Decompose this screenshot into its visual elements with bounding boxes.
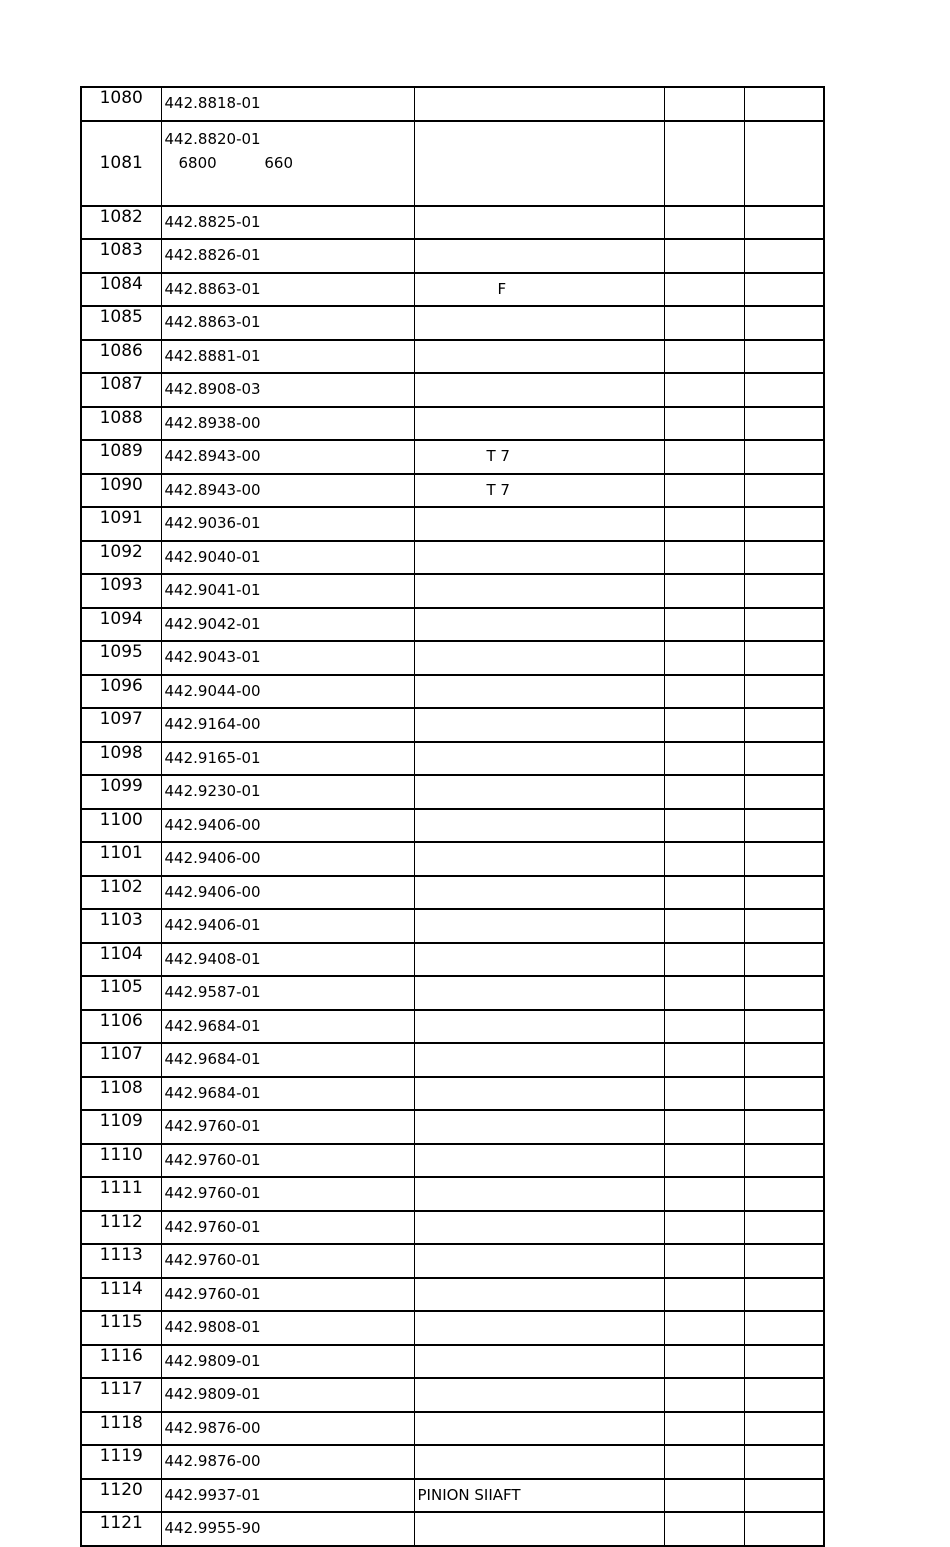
part-code-cell [161, 1445, 414, 1479]
part-code: 442.9165-01 [164, 748, 261, 767]
row-number: 1107 [81, 1043, 161, 1077]
row-number: 1118 [81, 1412, 161, 1446]
row-number: 1096 [81, 675, 161, 709]
empty-cell [664, 1345, 744, 1379]
empty-cell [744, 541, 824, 575]
part-code: 442.9955-90 [164, 1519, 261, 1537]
description-cell [414, 641, 664, 675]
part-code: 442.9406-01 [164, 916, 261, 934]
part-code-cell [161, 608, 414, 642]
part-code-cell [161, 1211, 414, 1245]
empty-cell [664, 608, 744, 642]
description-cell [414, 340, 664, 374]
empty-cell [744, 440, 824, 474]
table-row [81, 1311, 824, 1345]
part-code-cell [161, 1479, 414, 1513]
part-code: 442.9760-01 [164, 1217, 261, 1236]
part-code: 442.9684-01 [164, 1016, 261, 1035]
empty-cell [744, 1512, 824, 1546]
part-code: 442.9876-00 [164, 1452, 261, 1470]
table-row [81, 675, 824, 709]
part-code: 442.8863-01 [164, 313, 261, 331]
empty-cell [744, 976, 824, 1010]
row-number: 1084 [81, 273, 161, 307]
table-row [81, 876, 824, 910]
row-number: 1102 [81, 876, 161, 910]
description-cell [414, 1244, 664, 1278]
part-code: 442.8908-03 [164, 380, 261, 398]
table-row [81, 373, 824, 407]
table-row [81, 641, 824, 675]
empty-cell [744, 1077, 824, 1111]
row-number: 1119 [81, 1445, 161, 1479]
row-number: 1088 [81, 407, 161, 441]
description-cell [414, 1378, 664, 1412]
description-cell [414, 708, 664, 742]
empty-cell [664, 1445, 744, 1479]
table-row [81, 1110, 824, 1144]
empty-cell [744, 1479, 824, 1513]
part-code: 442.9809-01 [164, 1385, 261, 1403]
description-cell [414, 876, 664, 910]
table-row [81, 206, 824, 240]
part-code-cell [161, 373, 414, 407]
row-number: 1087 [81, 373, 161, 407]
description-cell [414, 1445, 664, 1479]
empty-cell [744, 1010, 824, 1044]
part-code-cell [161, 976, 414, 1010]
empty-cell [664, 541, 744, 575]
empty-cell [664, 87, 744, 121]
part-code-cell [161, 1110, 414, 1144]
row-number: 1112 [81, 1211, 161, 1245]
empty-cell [664, 809, 744, 843]
part-code: 442.9684-01 [164, 1050, 261, 1068]
table-row [81, 87, 824, 121]
part-code-cell [161, 87, 414, 121]
row-number: 1111 [81, 1177, 161, 1211]
empty-cell [664, 742, 744, 776]
row-number: 1099 [81, 775, 161, 809]
row-number: 1114 [81, 1278, 161, 1312]
part-code: 442.9041-01 [164, 581, 261, 599]
empty-cell [664, 1378, 744, 1412]
part-code: 442.9036-01 [164, 514, 261, 532]
empty-cell [664, 675, 744, 709]
table-row [81, 340, 824, 374]
description-cell [414, 1110, 664, 1144]
part-code: 442.9164-00 [164, 715, 261, 733]
table-row [81, 608, 824, 642]
table-row [81, 1345, 824, 1379]
empty-cell [744, 1244, 824, 1278]
description-cell: F [414, 273, 664, 307]
part-code: 442.9044-00 [164, 681, 261, 700]
table-row [81, 440, 824, 474]
part-code: 442.9406-00 [164, 882, 261, 901]
part-code: 442.8881-01 [164, 346, 261, 365]
empty-cell [664, 909, 744, 943]
part-code-cell [161, 273, 414, 307]
empty-cell [744, 809, 824, 843]
table-row [81, 976, 824, 1010]
table-row [81, 507, 824, 541]
table-row [81, 775, 824, 809]
table-row [81, 1244, 824, 1278]
row-number: 1115 [81, 1311, 161, 1345]
part-code: 442.9809-01 [164, 1351, 261, 1370]
description-cell [414, 1211, 664, 1245]
part-code-cell [161, 1177, 414, 1211]
table-row [81, 1479, 824, 1513]
empty-cell [744, 206, 824, 240]
part-code-cell [161, 1311, 414, 1345]
empty-cell [744, 1345, 824, 1379]
empty-cell [664, 306, 744, 340]
empty-cell [664, 1244, 744, 1278]
description-cell: T 7 [414, 440, 664, 474]
empty-cell [744, 87, 824, 121]
table-row [81, 474, 824, 508]
empty-cell [744, 373, 824, 407]
part-code: 442.9587-01 [164, 983, 261, 1001]
part-code-cell [161, 1412, 414, 1446]
row-number: 1100 [81, 809, 161, 843]
empty-cell [664, 507, 744, 541]
table-row [81, 407, 824, 441]
empty-cell [664, 1144, 744, 1178]
row-number: 1085 [81, 306, 161, 340]
description-cell [414, 775, 664, 809]
part-code-cell [161, 407, 414, 441]
empty-cell [744, 1412, 824, 1446]
part-code-cell [161, 1043, 414, 1077]
part-code-cell [161, 306, 414, 340]
description-cell [414, 1345, 664, 1379]
empty-cell [744, 239, 824, 273]
parts-table [80, 86, 825, 1547]
row-number: 1081 [81, 121, 161, 206]
part-code-cell [161, 474, 414, 508]
part-code-cell [161, 340, 414, 374]
row-number: 1091 [81, 507, 161, 541]
table-row [81, 1010, 824, 1044]
empty-cell [744, 407, 824, 441]
part-code: 442.9760-01 [164, 1251, 261, 1269]
part-code-cell [161, 1345, 414, 1379]
row-number: 1110 [81, 1144, 161, 1178]
part-code: 442.9937-01 [164, 1485, 261, 1504]
row-number: 1104 [81, 943, 161, 977]
row-number: 1089 [81, 440, 161, 474]
part-code-cell [161, 541, 414, 575]
part-code: 442.9040-01 [164, 547, 261, 566]
description-cell [414, 976, 664, 1010]
part-code-cell [161, 1378, 414, 1412]
description-cell [414, 574, 664, 608]
empty-cell [744, 1177, 824, 1211]
part-code: 442.9760-01 [164, 1117, 261, 1135]
empty-cell [664, 775, 744, 809]
part-code-subline: 6800 660 [178, 153, 293, 172]
part-code-cell [161, 239, 414, 273]
table-row [81, 273, 824, 307]
table-row [81, 809, 824, 843]
part-code: 442.8943-00 [164, 447, 261, 465]
table-row [81, 1512, 824, 1546]
empty-cell [744, 273, 824, 307]
row-number: 1086 [81, 340, 161, 374]
empty-cell [744, 641, 824, 675]
row-number: 1106 [81, 1010, 161, 1044]
part-code-cell [161, 842, 414, 876]
row-number: 1101 [81, 842, 161, 876]
empty-cell [664, 340, 744, 374]
part-code-cell [161, 507, 414, 541]
empty-cell [744, 474, 824, 508]
table-row [81, 541, 824, 575]
row-number: 1083 [81, 239, 161, 273]
empty-cell [664, 1278, 744, 1312]
table-row [81, 1412, 824, 1446]
row-number: 1090 [81, 474, 161, 508]
part-code-cell [161, 574, 414, 608]
description-cell [414, 909, 664, 943]
row-number: 1082 [81, 206, 161, 240]
empty-cell [744, 121, 824, 206]
table-row [81, 121, 824, 206]
row-number: 1095 [81, 641, 161, 675]
part-code: 442.9876-00 [164, 1418, 261, 1437]
empty-cell [744, 909, 824, 943]
empty-cell [744, 1378, 824, 1412]
empty-cell [744, 1110, 824, 1144]
empty-cell [744, 1278, 824, 1312]
empty-cell [744, 708, 824, 742]
empty-cell [664, 273, 744, 307]
row-number: 1098 [81, 742, 161, 776]
description-cell: T 7 [414, 474, 664, 508]
empty-cell [744, 507, 824, 541]
description-cell [414, 809, 664, 843]
empty-cell [744, 340, 824, 374]
table-row [81, 306, 824, 340]
row-number: 1103 [81, 909, 161, 943]
empty-cell [744, 608, 824, 642]
part-code-cell [161, 675, 414, 709]
part-code: 442.9760-01 [164, 1150, 261, 1169]
empty-cell [664, 1512, 744, 1546]
part-code-cell [161, 876, 414, 910]
description-cell [414, 675, 664, 709]
description-cell [414, 206, 664, 240]
description-cell [414, 541, 664, 575]
empty-cell [744, 306, 824, 340]
row-number: 1108 [81, 1077, 161, 1111]
row-number: 1092 [81, 541, 161, 575]
empty-cell [664, 1043, 744, 1077]
empty-cell [664, 440, 744, 474]
row-number: 1109 [81, 1110, 161, 1144]
part-code: 442.9760-01 [164, 1184, 261, 1202]
part-code-cell [161, 1512, 414, 1546]
part-code-cell [161, 1244, 414, 1278]
description-cell [414, 1144, 664, 1178]
table-row [81, 708, 824, 742]
part-code: 442.9808-01 [164, 1318, 261, 1336]
empty-cell [664, 943, 744, 977]
empty-cell [744, 876, 824, 910]
empty-cell [744, 1144, 824, 1178]
part-code-cell [161, 809, 414, 843]
part-code: 442.9408-01 [164, 949, 261, 968]
table-row [81, 574, 824, 608]
part-code-cell [161, 121, 414, 206]
empty-cell [744, 1043, 824, 1077]
empty-cell [664, 121, 744, 206]
row-number: 1105 [81, 976, 161, 1010]
part-code-cell [161, 1144, 414, 1178]
part-code-cell [161, 1278, 414, 1312]
table-row [81, 943, 824, 977]
part-code: 442.8863-01 [164, 279, 261, 298]
description-cell [414, 1512, 664, 1546]
part-code-cell [161, 775, 414, 809]
row-number: 1113 [81, 1244, 161, 1278]
description-cell [414, 1278, 664, 1312]
part-code: 442.9760-01 [164, 1284, 261, 1303]
description-cell: PINION SIIAFT [414, 1479, 664, 1513]
description-cell [414, 608, 664, 642]
empty-cell [664, 976, 744, 1010]
description-cell [414, 943, 664, 977]
description-cell [414, 373, 664, 407]
part-code: 442.9684-01 [164, 1083, 261, 1102]
part-code-cell [161, 1010, 414, 1044]
empty-cell [744, 742, 824, 776]
part-code: 442.8943-00 [164, 480, 261, 499]
part-code: 442.9406-00 [164, 815, 261, 834]
row-number: 1116 [81, 1345, 161, 1379]
empty-cell [664, 876, 744, 910]
table-row [81, 1445, 824, 1479]
row-number: 1080 [81, 87, 161, 121]
empty-cell [744, 574, 824, 608]
description-cell [414, 507, 664, 541]
row-number: 1093 [81, 574, 161, 608]
row-number: 1117 [81, 1378, 161, 1412]
part-code-cell [161, 742, 414, 776]
table-row [81, 909, 824, 943]
empty-cell [664, 1412, 744, 1446]
row-number: 1121 [81, 1512, 161, 1546]
table-row [81, 742, 824, 776]
part-code: 442.9230-01 [164, 782, 261, 800]
empty-cell [664, 407, 744, 441]
part-code-cell [161, 943, 414, 977]
parts-table-body [81, 87, 824, 1546]
empty-cell [744, 675, 824, 709]
part-code: 442.8938-00 [164, 413, 261, 432]
part-code-cell [161, 206, 414, 240]
description-cell [414, 1177, 664, 1211]
empty-cell [744, 1445, 824, 1479]
part-code: 442.9042-01 [164, 614, 261, 633]
description-cell [414, 87, 664, 121]
row-number: 1094 [81, 608, 161, 642]
empty-cell [664, 1177, 744, 1211]
empty-cell [664, 1211, 744, 1245]
table-row [81, 1077, 824, 1111]
row-number: 1120 [81, 1479, 161, 1513]
table-row [81, 1278, 824, 1312]
part-code-cell [161, 909, 414, 943]
empty-cell [664, 373, 744, 407]
description-cell [414, 1077, 664, 1111]
part-code-cell [161, 708, 414, 742]
description-cell [414, 842, 664, 876]
part-code: 442.8818-01 [164, 94, 261, 112]
part-code: 442.8825-01 [164, 212, 261, 231]
empty-cell [744, 1211, 824, 1245]
empty-cell [744, 775, 824, 809]
empty-cell [664, 1479, 744, 1513]
description-cell [414, 1412, 664, 1446]
empty-cell [664, 1010, 744, 1044]
empty-cell [664, 842, 744, 876]
part-code: 442.8820-01 [164, 129, 261, 148]
table-row [81, 842, 824, 876]
empty-cell [744, 1311, 824, 1345]
table-row [81, 1378, 824, 1412]
description-cell [414, 121, 664, 206]
part-code: 442.9043-01 [164, 648, 261, 666]
row-number: 1097 [81, 708, 161, 742]
empty-cell [664, 641, 744, 675]
table-row [81, 1177, 824, 1211]
empty-cell [664, 1077, 744, 1111]
description-cell [414, 306, 664, 340]
description-cell [414, 742, 664, 776]
part-code-cell [161, 641, 414, 675]
description-cell [414, 239, 664, 273]
empty-cell [664, 206, 744, 240]
empty-cell [664, 1110, 744, 1144]
empty-cell [664, 239, 744, 273]
empty-cell [744, 842, 824, 876]
description-cell [414, 1010, 664, 1044]
empty-cell [664, 1311, 744, 1345]
part-code-cell [161, 440, 414, 474]
description-cell [414, 407, 664, 441]
table-row [81, 1144, 824, 1178]
part-code-cell [161, 1077, 414, 1111]
empty-cell [744, 943, 824, 977]
part-code: 442.8826-01 [164, 246, 261, 264]
empty-cell [664, 474, 744, 508]
table-row [81, 239, 824, 273]
table-row [81, 1043, 824, 1077]
empty-cell [664, 708, 744, 742]
empty-cell [664, 574, 744, 608]
parts-table-container [80, 86, 823, 1547]
table-row [81, 1211, 824, 1245]
description-cell [414, 1311, 664, 1345]
part-code: 442.9406-00 [164, 849, 261, 867]
description-cell [414, 1043, 664, 1077]
